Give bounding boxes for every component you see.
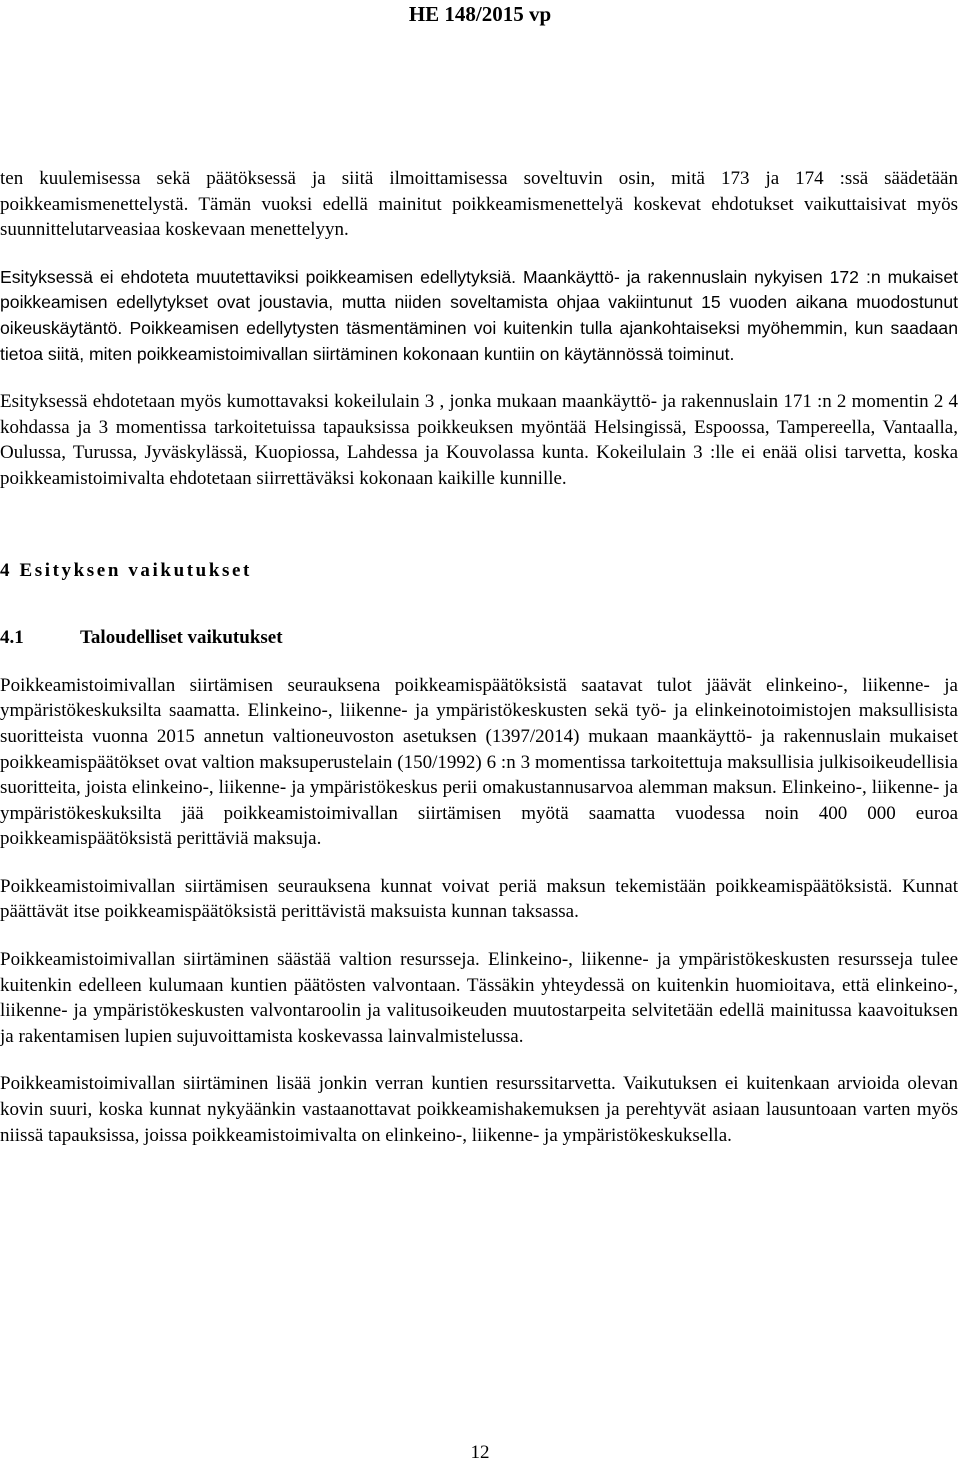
paragraph-7: Poikkeamistoimivallan siirtäminen lisää jonkin verran kuntien resurssitarvetta. Vaikutuksen ei kuitenkaan arvioida olevan kovin suuri, koska kunnat nykyäänkin vastaanottavat poikkeamishakemuksen ja perehtyvät asiaan lausuntoaan varten myös niissä tapauksissa, joissa poikkeamistoimivalta on elinkeino-, liikenne- ja ympäristökeskuksella. <box>0 1073 958 1146</box>
page-number: 12 <box>470 1442 490 1463</box>
paragraph-3: Esityksessä ehdotetaan myös kumottavaksi kokeilulain 3 , jonka mukaan maankäyttö- ja rakennuslain 171 :n 2 momentin 2 4 kohdassa ja 3 momentissa tarkoitetuissa tapauksissa poikkeuksen myöntää Helsingissä, Espoossa, Tampereella, Vantaalla, Oulussa, Turussa, Jyväskylässä, Kuopiossa, Lahdessa ja Kouvolassa kunta. Kokeilulain 3 :lle ei enää olisi tarvetta, koska poikkeamistoimivalta ehdotetaan siirrettäväksi kokonaan kaikille kunnille. <box>0 391 958 489</box>
subsection-title: Taloudelliset vaikutukset <box>80 627 283 649</box>
paragraph-1: ten kuulemisessa sekä päätöksessä ja siitä ilmoittamisessa soveltuvin osin, mitä 173 ja 174 :ssä säädetään poikkeamismenettelystä. Tämän vuoksi edellä mainitut poikkeamismenettelyä koskevat ehdotukset vaikuttaisivat myös suunnittelutarveasiaa koskevaan menettelyyn. <box>0 168 958 241</box>
paragraph-5: Poikkeamistoimivallan siirtämisen seurauksena kunnat voivat periä maksun tekemistään poikkeamispäätöksistä. Kunnat päättävät itse poikkeamispäätöksistä perittävistä maksuista kunnan taksassa. <box>0 875 958 923</box>
section-heading: 4 Esityksen vaikutukset <box>0 559 252 581</box>
document-body <box>0 166 958 1148</box>
paragraph-6: Poikkeamistoimivallan siirtäminen säästää valtion resursseja. Elinkeino-, liikenne- ja ympäristökeskusten resursseja tulee kuitenkin edelleen kulumaan kuntien päätösten valvontaan. Tässäkin yhteydessä on kuitenkin huomioitava, että elinkeino-, liikenne- ja ympäristökeskusten valvontaroolin ja valitusoikeuden muutostarpeita selvitetään edellä mainitussa kaavoituksen ja rakentamisen lupien sujuvoittamista koskevassa lainvalmistelussa. <box>0 949 958 1047</box>
subsection-heading <box>0 625 958 651</box>
document-header: HE 148/2015 vp <box>408 2 552 26</box>
subsection-number: 4.1 <box>0 627 24 649</box>
paragraph-4: Poikkeamistoimivallan siirtämisen seurauksena poikkeamispäätöksistä saatavat tulot jäävät elinkeino-, liikenne- ja ympäristökeskuksilta saamatta. Elinkeino-, liikenne- ja ympäristökeskusten sekä työ- ja elinkeinotoimistojen maksullisista suoritteista vuonna 2015 annetun valtioneuvoston asetuksen (1397/2014) mukaan maankäyttö- ja rakennuslain mukaiset poikkeamispäätökset ovat valtion maksuperustelain (150/1992) 6 :n 3 momentissa tarkoitettuja maksullisia julkisoikeudellisia suoritteita, joista elinkeino-, liikenne- ja ympäristökeskus perii omakustannusarvoa alemman maksun. Elinkeino-, liikenne- ja ympäristökeskuksilta jää poikkeamistoimivallan siirtämisen myötä saamatta vuodessa noin 400 000 euroa poikkeamispäätöksistä perittäviä maksuja. <box>0 674 958 850</box>
paragraph-2: Esityksessä ei ehdoteta muutettaviksi poikkeamisen edellytyksiä. Maankäyttö- ja rakennuslain nykyisen 172 :n mukaiset poikkeamisen edellytykset ovat joustavia, mutta niiden soveltamista ohjaa vakiintunut 15 vuoden aikana muodostunut oikeuskäytäntö. Poikkeamisen edellytysten täsmentäminen voi kuitenkin tulla ajankohtaiseksi myöhemmin, kun saadaan tietoa siitä, miten poikkeamistoimivallan siirtäminen kokonaan kuntiin on käytännössä toiminut. <box>0 266 958 364</box>
